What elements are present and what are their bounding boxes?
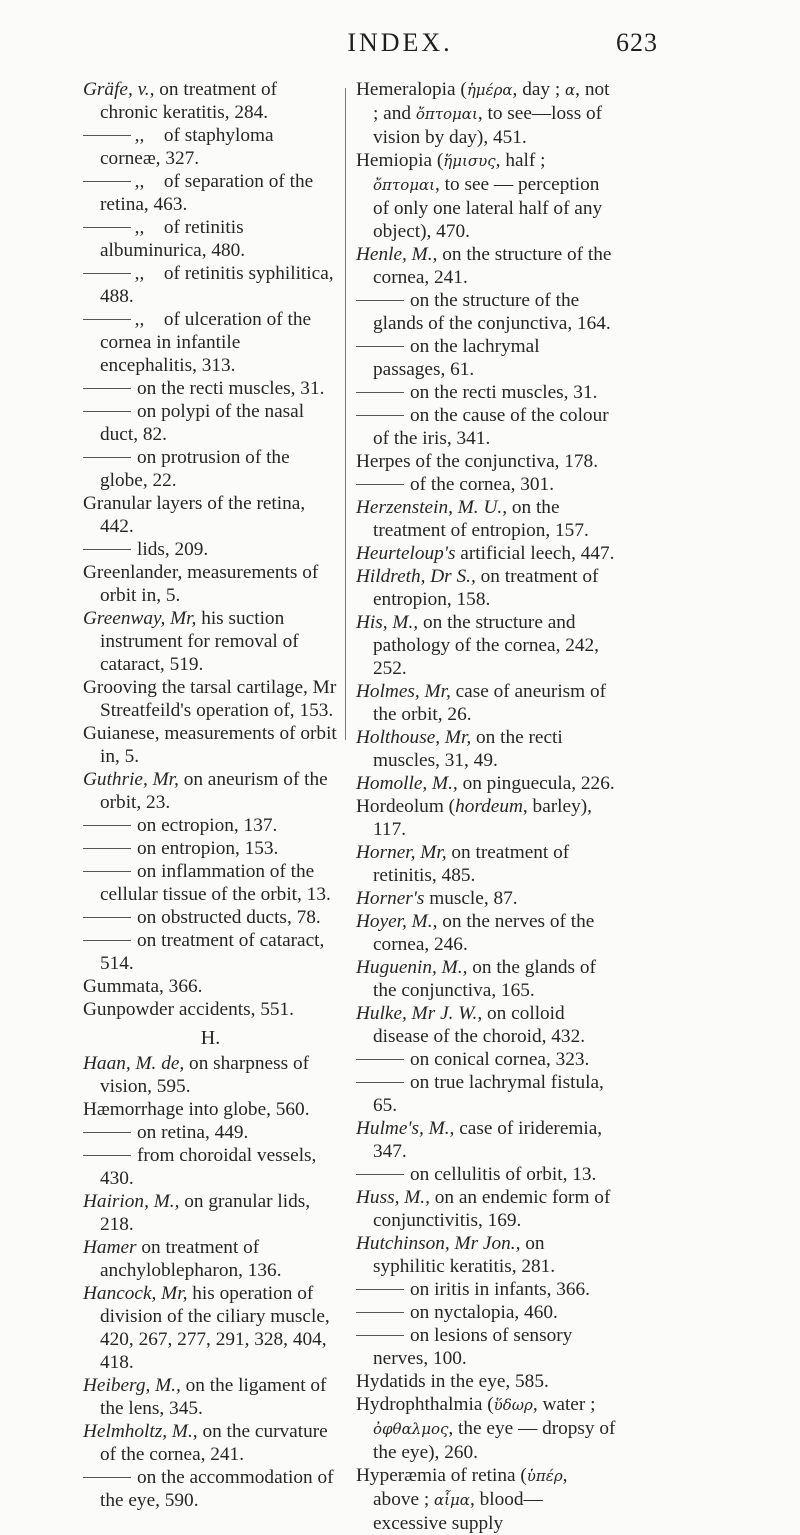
entry-text: on treatment of retinitis, 485. [373,842,570,886]
entry-text: on granular lids, 218. [100,1191,311,1235]
entry-name: Huss, M., [356,1187,430,1208]
entry-name: Gräfe, v., [83,79,155,100]
entry-text: artificial leech, 447. [460,543,615,564]
index-subentry [83,814,338,837]
index-subentry [356,1324,616,1370]
entry-name: Homolle, M., [356,773,458,794]
index-entry: Guianese, measurements of orbit in, 5. [83,723,337,767]
entry-text: on inflammation of the cellular tissue of the orbit, 13. [100,861,331,905]
entry-name: Holmes, Mr, [356,681,451,702]
ditto-mark: ,, [134,309,145,330]
ditto-rule [83,388,131,389]
index-entry [356,78,616,149]
index-entry [356,496,616,542]
ditto-rule [83,1132,131,1133]
entry-text: , not ; and [373,79,610,124]
entry-text: from choroidal vessels, 430. [100,1145,317,1189]
index-entry [356,1002,616,1048]
index-entry [356,772,616,795]
entry-text: his suction instrument for removal of cataract, 519. [100,608,299,675]
index-entry [83,607,338,676]
entry-text: , half ; [495,150,546,171]
entry-name: Horner's [356,888,425,909]
greek-word: ὑπέρ [526,1467,563,1485]
index-subentry [83,170,338,216]
entry-text: case of aneurism of the orbit, 26. [373,681,607,725]
index-entry: Hydatids in the eye, 585. [356,1371,549,1392]
entry-name: Hamer [83,1237,137,1258]
index-entry [83,1190,338,1236]
index-subentry [83,377,338,400]
running-title: INDEX. [347,28,453,57]
entry-text: of staphyloma corneæ, 327. [100,125,274,169]
index-entry [356,542,616,565]
entry-text: Hordeolum ( [356,796,456,817]
index-entry [83,768,338,814]
entry-text: on polypi of the nasal duct, 82. [100,401,305,445]
entry-text: on the structure of the glands of the conjunctiva, 164. [373,290,611,334]
entry-text: of retinitis albuminurica, 480. [100,217,246,261]
ditto-rule [83,319,131,320]
entry-text: on protrusion of the globe, 22. [100,447,290,491]
entry-text: , water ; [532,1394,596,1415]
ditto-rule [356,1335,404,1336]
entry-name: Greenway, Mr, [83,608,197,629]
index-subentry [83,837,338,860]
ditto-rule [83,917,131,918]
index-subentry [83,929,338,975]
ditto-rule [83,411,131,412]
ditto-mark: ,, [134,171,145,192]
index-entry [83,1282,338,1374]
index-subentry [356,1048,616,1071]
entry-text: on obstructed ducts, 78. [137,907,321,928]
entry-name: Hoyer, M., [356,911,438,932]
index-entry: Gunpowder accidents, 551. [83,999,294,1020]
entry-text: on iritis in infants, 366. [410,1279,590,1300]
entry-name: Huguenin, M., [356,957,468,978]
index-subentry [83,538,338,561]
ditto-rule [83,940,131,941]
entry-text: on colloid disease of the choroid, 432. [373,1003,586,1047]
index-entry [356,1117,616,1163]
entry-text: lids, 209. [137,539,209,560]
ditto-rule [83,1477,131,1478]
latin-word: hordeum [455,796,523,817]
ditto-rule [83,273,131,274]
ditto-rule [356,392,404,393]
index-entry [356,887,616,910]
ditto-mark: ,, [134,217,145,238]
entry-text: , day ; [512,79,566,100]
greek-word: α [565,81,576,99]
ditto-rule [356,415,404,416]
entry-text: on the recti muscles, 31. [137,378,325,399]
index-subentry [83,124,338,170]
greek-word: ὄπτομαι [415,105,478,123]
entry-text: , the eye — dropsy of the eye), 260. [373,1418,616,1463]
index-subentry [356,381,616,404]
ditto-rule [356,346,404,347]
entry-name: Helmholtz, M., [83,1421,198,1442]
ditto-mark: ,, [134,263,145,284]
entry-text: Hemeralopia ( [356,79,467,100]
ditto-rule [83,457,131,458]
entry-name: Horner, Mr, [356,842,447,863]
entry-text: on treatment of cataract, 514. [100,930,325,974]
index-entry [356,795,616,841]
entry-text: his operation of division of the ciliary muscle, 420, 267, 277, 291, 328, 404, 418. [100,1283,330,1373]
index-entry [356,956,616,1002]
index-subentry [356,1163,616,1186]
index-entry [356,565,616,611]
entry-text: , to see—loss of vision by day), 451. [373,103,603,148]
entry-text: , blood— excessive supply [373,1489,543,1534]
entry-name: Hairion, M., [83,1191,180,1212]
entry-text: of retinitis syphilitica, 488. [100,263,334,307]
index-subentry [83,1144,338,1190]
index-subentry [356,1301,616,1324]
index-subentry [83,906,338,929]
ditto-rule [83,181,131,182]
ditto-rule [356,1059,404,1060]
entry-name: Heurteloup's [356,543,456,564]
entry-text: , above ; [373,1465,568,1510]
index-subentry [356,1071,616,1117]
entry-name: Haan, M. de, [83,1053,185,1074]
entry-text: on lesions of sensory nerves, 100. [373,1325,573,1369]
entry-text: on entropion, 153. [137,838,279,859]
entry-name: Holthouse, Mr, [356,727,472,748]
entry-text: Hyperæmia of retina ( [356,1465,527,1486]
index-entry: Grooving the tarsal cartilage, Mr Streatfeild's operation of, 153. [83,677,337,721]
entry-name: Heiberg, M., [83,1375,181,1396]
index-subentry [356,335,616,381]
index-column-right [356,78,616,1535]
entry-text: on the glands of the conjunctiva, 165. [373,957,596,1001]
index-column-left [83,78,338,1512]
index-subentry [83,1121,338,1144]
ditto-rule [83,227,131,228]
index-entry [356,149,616,243]
index-entry: Herpes of the conjunctiva, 178. [356,451,599,472]
index-entry [356,1464,616,1535]
entry-name: Guthrie, Mr, [83,769,179,790]
ditto-rule [83,549,131,550]
entry-text: Hemiopia ( [356,150,444,171]
entry-text: on the structure and pathology of the cornea, 242, 252. [373,612,599,679]
entry-text: on the lachrymal passages, 61. [373,336,540,380]
greek-word: ὄπτομαι [373,176,435,194]
entry-text: on the recti muscles, 31. [410,382,598,403]
entry-text: on the ligament of the lens, 345. [100,1375,327,1419]
ditto-rule [356,484,404,485]
index-entry [356,726,616,772]
ditto-mark: ,, [134,125,145,146]
index-entry: Hæmorrhage into globe, 560. [83,1099,310,1120]
entry-name: Hancock, Mr, [83,1283,188,1304]
index-entry [83,1052,338,1098]
entry-text: of ulceration of the cornea in infantile encephalitis, 313. [100,309,312,376]
index-subentry [356,289,616,335]
entry-name: Henle, M., [356,244,438,265]
entry-text: on the structure of the cornea, 241. [373,244,612,288]
entry-text: on the nerves of the cornea, 246. [373,911,595,955]
ditto-rule [83,871,131,872]
index-entry [83,1420,338,1466]
index-entry [356,611,616,680]
entry-text: on true lachrymal fistula, 65. [373,1072,604,1116]
entry-text: , to see — perception of only one lateral half of any object), 470. [373,174,603,242]
index-subentry [83,400,338,446]
entry-name: Hulme's, M., [356,1118,455,1139]
index-entry [83,1374,338,1420]
index-subentry [356,473,616,496]
entry-text: on the curvature of the cornea, 241. [100,1421,328,1465]
entry-text: on sharpness of vision, 595. [100,1053,309,1097]
index-subentry [83,262,338,308]
ditto-rule [83,825,131,826]
index-entry [356,680,616,726]
entry-text: on an endemic form of conjunctivitis, 169. [373,1187,611,1231]
entry-text: of the cornea, 301. [410,474,555,495]
index-subentry [356,404,616,450]
index-entry [356,1186,616,1232]
index-subentry [83,308,338,377]
ditto-rule [356,1174,404,1175]
entry-text: on the recti muscles, 31, 49. [373,727,563,771]
index-entry [83,78,338,124]
entry-name: Hulke, Mr J. W., [356,1003,483,1024]
entry-text: on ectropion, 137. [137,815,278,836]
entry-text: on nyctalopia, 460. [410,1302,558,1323]
greek-word: ἥμισυς [443,152,496,170]
ditto-rule [356,1289,404,1290]
ditto-rule [356,1082,404,1083]
ditto-rule [83,1155,131,1156]
index-subentry [356,1278,616,1301]
entry-text: on aneurism of the orbit, 23. [100,769,328,813]
index-entry: Greenlander, measurements of orbit in, 5. [83,562,319,606]
index-entry [83,1236,338,1282]
index-entry [356,1232,616,1278]
index-subentry [83,860,338,906]
index-entry [356,841,616,887]
index-entry [356,1393,616,1464]
ditto-rule [83,135,131,136]
greek-word: αἷμα [434,1491,470,1509]
entry-text: , barley), 117. [373,796,592,840]
entry-text: of separation of the retina, 463. [100,171,314,215]
index-subentry [83,1466,338,1512]
entry-name: Hutchinson, Mr Jon., [356,1233,521,1254]
entry-text: on the cause of the colour of the iris, 341. [373,405,609,449]
entry-text: on retina, 449. [137,1122,249,1143]
ditto-rule [356,300,404,301]
entry-text: case of irideremia, 347. [373,1118,603,1162]
entry-text: muscle, 87. [429,888,518,909]
entry-name: His, M., [356,612,419,633]
ditto-rule [356,1312,404,1313]
index-entry: Granular layers of the retina, 442. [83,493,306,537]
entry-text: on the accommodation of the eye, 590. [100,1467,334,1511]
index-subentry [83,216,338,262]
entry-name: Hildreth, Dr S., [356,566,476,587]
entry-text: on treatment of chronic keratitis, 284. [100,79,278,123]
column-divider [345,88,346,740]
entry-text: on conical cornea, 323. [410,1049,590,1070]
index-entry [356,243,616,289]
entry-text: Hydrophthalmia ( [356,1394,494,1415]
entry-text: on syphilitic keratitis, 281. [373,1233,556,1277]
running-head [0,20,800,60]
entry-text: on the treatment of entropion, 157. [373,497,589,541]
index-entry [356,910,616,956]
entry-text: on cellulitis of orbit, 13. [410,1164,597,1185]
entry-name: Herzenstein, M. U., [356,497,508,518]
index-subentry [83,446,338,492]
index-entry: Gummata, 366. [83,976,203,997]
letter-heading: H. [200,1027,221,1049]
page-number: 623 [616,28,658,57]
greek-word: ὕδωρ [493,1396,533,1414]
entry-text: on treatment of anchyloblepharon, 136. [100,1237,282,1281]
greek-word: ὀφθαλμος [373,1420,449,1438]
entry-text: on treatment of entropion, 158. [373,566,599,610]
entry-text: on pinguecula, 226. [462,773,615,794]
greek-word: ἡμέρα [466,81,513,99]
ditto-rule [83,848,131,849]
